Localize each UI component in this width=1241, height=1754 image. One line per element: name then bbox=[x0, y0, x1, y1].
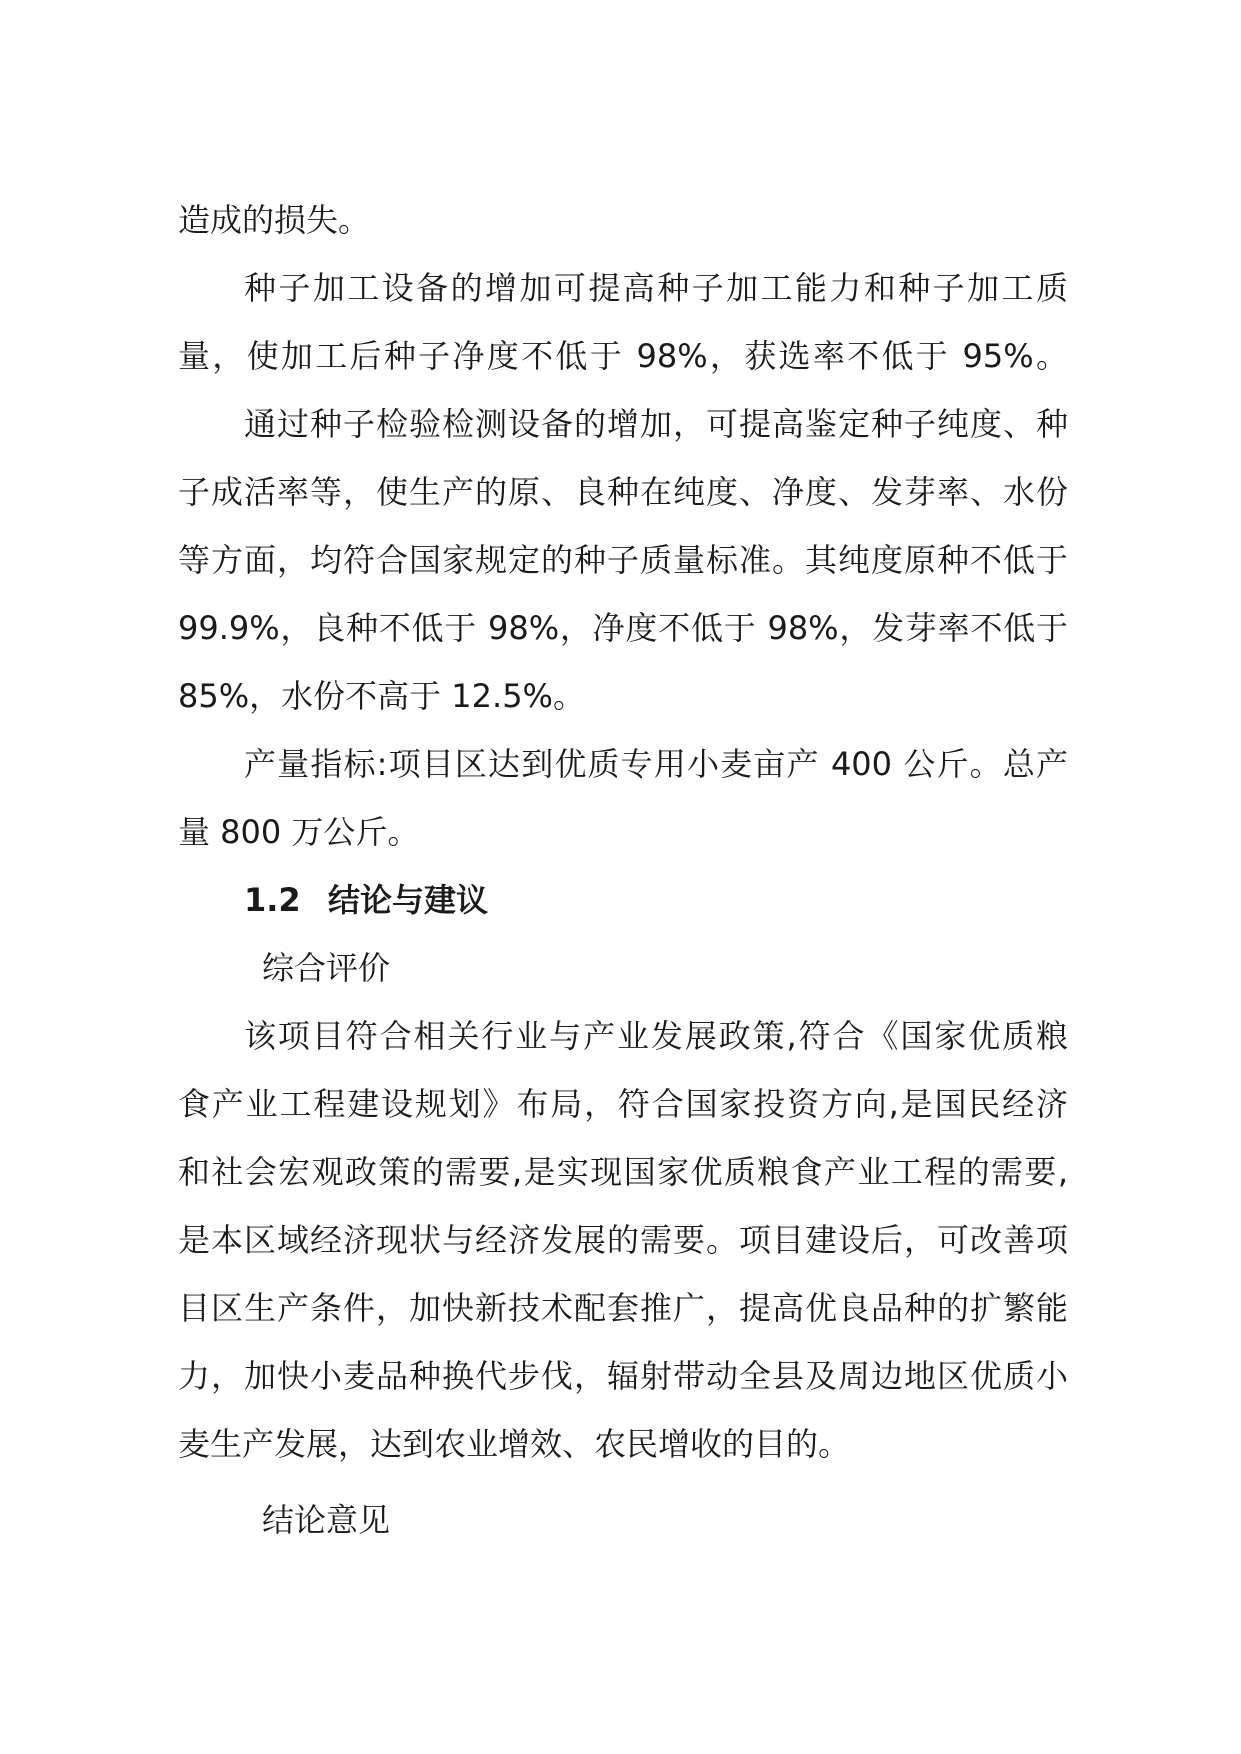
paragraph-line: 种子加工设备的增加可提高种子加工能力和种子加工质 bbox=[244, 269, 1068, 307]
body-line: 造成的损失。 bbox=[178, 201, 371, 239]
paragraph-line: 该项目符合相关行业与产业发展政策,符合《国家优质粮 bbox=[244, 1017, 1068, 1055]
paragraph-line: 力，加快小麦品种换代步伐，辐射带动全县及周边地区优质小 bbox=[178, 1357, 1068, 1395]
paragraph-line: 85%，水份不高于 12.5%。 bbox=[178, 677, 585, 715]
paragraph-line: 量，使加工后种子净度不低于 98%，获选率不低于 95%。 bbox=[178, 337, 1068, 375]
paragraph-line: 99.9%，良种不低于 98%，净度不低于 98%，发芽率不低于 bbox=[178, 609, 1068, 647]
section-number: 1.2 bbox=[244, 881, 301, 919]
subheading-evaluation: 综合评价 bbox=[262, 949, 391, 987]
paragraph-line: 食产业工程建设规划》布局，符合国家投资方向,是国民经济 bbox=[178, 1085, 1068, 1123]
paragraph-line: 麦生产发展，达到农业增效、农民增收的目的。 bbox=[178, 1425, 851, 1463]
paragraph-line: 产量指标:项目区达到优质专用小麦亩产 400 公斤。总产 bbox=[244, 745, 1068, 783]
paragraph-line: 和社会宏观政策的需要,是实现国家优质粮食产业工程的需要, bbox=[178, 1153, 1068, 1191]
paragraph-line: 子成活率等，使生产的原、良种在纯度、净度、发芽率、水份 bbox=[178, 473, 1068, 511]
paragraph-line: 量 800 万公斤。 bbox=[178, 813, 420, 851]
subheading-conclusion: 结论意见 bbox=[262, 1501, 391, 1539]
section-title: 结论与建议 bbox=[328, 881, 489, 919]
paragraph-line: 通过种子检验检测设备的增加，可提高鉴定种子纯度、种 bbox=[244, 405, 1068, 443]
section-heading bbox=[244, 880, 488, 920]
paragraph-line: 是本区域经济现状与经济发展的需要。项目建设后，可改善项 bbox=[178, 1221, 1068, 1259]
paragraph-line: 目区生产条件，加快新技术配套推广，提高优良品种的扩繁能 bbox=[178, 1289, 1068, 1327]
paragraph-line: 等方面，均符合国家规定的种子质量标准。其纯度原种不低于 bbox=[178, 541, 1068, 579]
